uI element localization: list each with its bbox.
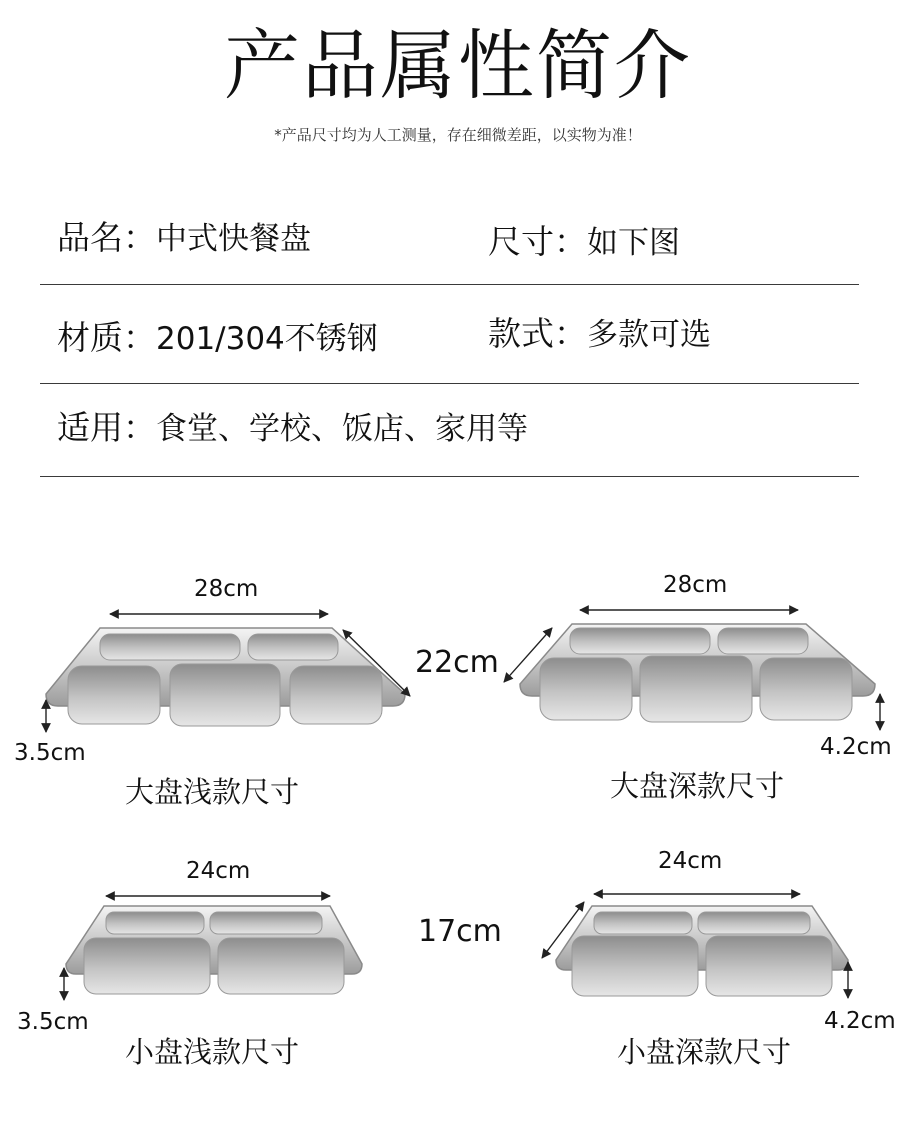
attr-value: 食堂、学校、饭店、家用等 — [156, 411, 528, 447]
height-label: 3.5cm — [17, 1009, 89, 1035]
attr-style — [488, 314, 711, 355]
length-label: 24cm — [658, 848, 723, 874]
attr-size — [488, 222, 680, 263]
small-deep-tray-image — [530, 860, 900, 1020]
attr-value: 如下图 — [587, 225, 680, 261]
width-label-large: 22cm — [415, 645, 499, 680]
height-label: 4.2cm — [820, 734, 892, 760]
tray-caption: 大盘浅款尺寸 — [125, 775, 300, 809]
attr-value: 201/304不锈钢 — [156, 321, 378, 357]
attr-key: 品名： — [57, 218, 156, 257]
divider — [40, 284, 859, 285]
tray-caption: 小盘深款尺寸 — [617, 1035, 792, 1069]
width-label-small: 17cm — [418, 914, 502, 949]
tray-caption: 小盘浅款尺寸 — [125, 1035, 300, 1069]
height-label: 4.2cm — [824, 1008, 896, 1034]
attr-usage — [57, 408, 528, 449]
attr-product-name — [57, 218, 311, 259]
divider — [40, 476, 859, 477]
divider — [40, 383, 859, 384]
tray-caption: 大盘深款尺寸 — [610, 769, 785, 803]
attr-value: 中式快餐盘 — [156, 221, 311, 257]
length-label: 28cm — [194, 576, 259, 602]
measurement-note: *产品尺寸均为人工测量，存在细微差距，以实物为准！ — [274, 126, 642, 144]
length-label: 28cm — [663, 572, 728, 598]
attr-value: 多款可选 — [587, 317, 711, 353]
attr-key: 款式： — [488, 314, 587, 353]
page-title: 产品属性简介 — [224, 21, 692, 110]
attr-key: 尺寸： — [488, 222, 587, 261]
attr-material — [57, 318, 378, 359]
small-shallow-tray-image — [0, 860, 400, 1020]
attr-key: 材质： — [57, 318, 156, 357]
height-label: 3.5cm — [14, 740, 86, 766]
length-label: 24cm — [186, 858, 251, 884]
attr-key: 适用： — [57, 408, 156, 447]
